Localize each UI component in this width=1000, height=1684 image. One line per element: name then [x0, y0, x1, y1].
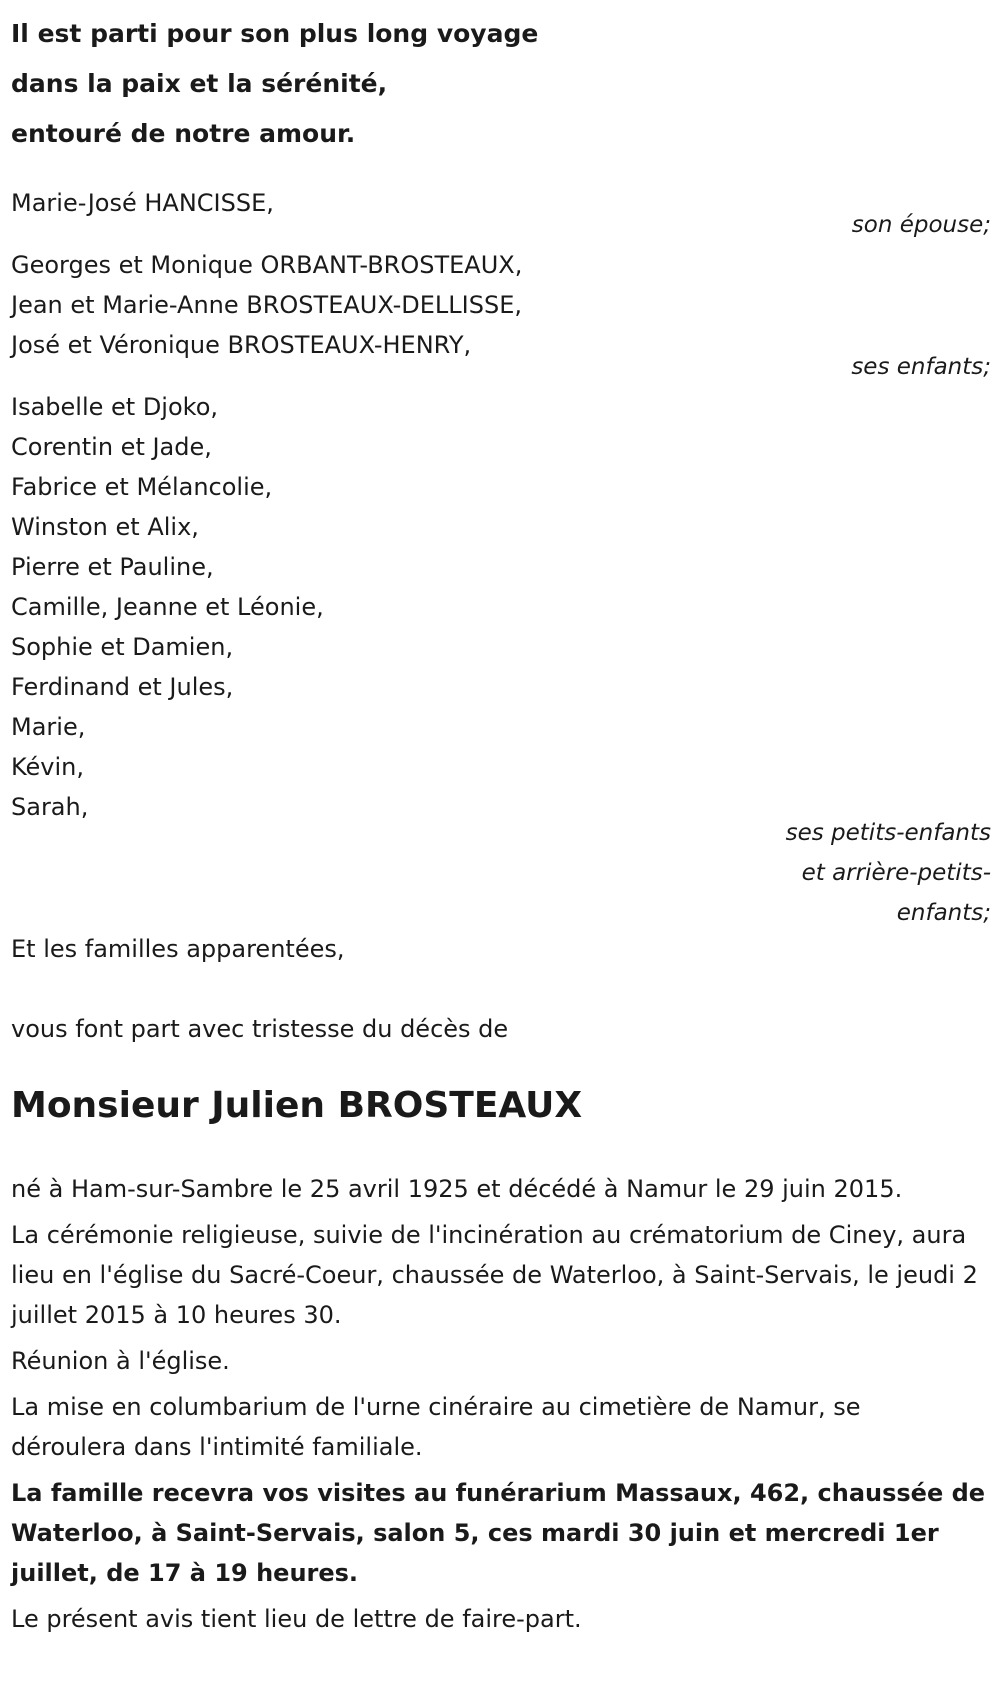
family-name: Sarah, — [11, 793, 89, 821]
family-name: Pierre et Pauline, — [11, 553, 214, 581]
family-name: Winston et Alix, — [11, 513, 199, 541]
children-group — [11, 245, 991, 387]
family-name: Camille, Jeanne et Léonie, — [11, 593, 324, 621]
family-name: José et Véronique BROSTEAUX-HENRY, — [11, 331, 472, 359]
intro-line: dans la paix et la sérénité, — [11, 69, 388, 98]
family-name: Marie-José HANCISSE, — [11, 189, 274, 217]
columbarium-paragraph: La mise en columbarium de l'urne cinéraire au cimetière de Namur, se déroulera dans l'intimité familiale. — [11, 1393, 861, 1461]
family-name: Sophie et Damien, — [11, 633, 234, 661]
spouse-group — [11, 183, 991, 245]
visits-paragraph: La famille recevra vos visites au funérarium Massaux, 462, chaussée de Waterloo, à Saint-Servais, salon 5, ces mardi 30 juin et mercredi 1er juillet, de 17 à 19 heures. — [11, 1479, 986, 1587]
family-name: Isabelle et Djoko, — [11, 393, 219, 421]
notice-paragraph: Le présent avis tient lieu de lettre de faire-part. — [11, 1605, 582, 1633]
family-name: Ferdinand et Jules, — [11, 673, 234, 701]
announcement-line: vous font part avec tristesse du décès de — [11, 1015, 509, 1043]
obituary-notice — [11, 0, 991, 1639]
intro-verse — [11, 0, 991, 159]
ceremony-paragraph: La cérémonie religieuse, suivie de l'incinération au crématorium de Ciney, aura lieu en l'église du Sacré-Coeur, chaussée de Waterloo, à Saint-Servais, le jeudi 2 juillet 2015 à 10 heures 30. — [11, 1221, 978, 1329]
family-name: Jean et Marie-Anne BROSTEAUX-DELLISSE, — [11, 291, 522, 319]
meeting-paragraph: Réunion à l'église. — [11, 1347, 230, 1375]
family-name: Fabrice et Mélancolie, — [11, 473, 273, 501]
role-line: son épouse; — [851, 212, 991, 238]
deceased-name: Monsieur Julien BROSTEAUX — [11, 1085, 583, 1126]
family-name: Kévin, — [11, 753, 85, 781]
grandchildren-group — [11, 387, 991, 933]
grandchildren-role — [11, 813, 991, 933]
intro-line: Il est parti pour son plus long voyage — [11, 19, 539, 48]
family-name: Georges et Monique ORBANT-BROSTEAUX, — [11, 251, 523, 279]
family-name: Marie, — [11, 713, 86, 741]
intro-line: entouré de notre amour. — [11, 119, 356, 148]
relatives-line: Et les familles apparentées, — [11, 935, 345, 963]
birth-death-paragraph: né à Ham-sur-Sambre le 25 avril 1925 et décédé à Namur le 29 juin 2015. — [11, 1175, 903, 1203]
role-line: ses petits-enfants — [785, 820, 991, 846]
role-line: enfants; — [896, 900, 991, 926]
role-line: et arrière-petits- — [801, 860, 991, 886]
grandchildren-names — [11, 387, 991, 827]
family-name: Corentin et Jade, — [11, 433, 212, 461]
role-line: ses enfants; — [851, 354, 991, 380]
